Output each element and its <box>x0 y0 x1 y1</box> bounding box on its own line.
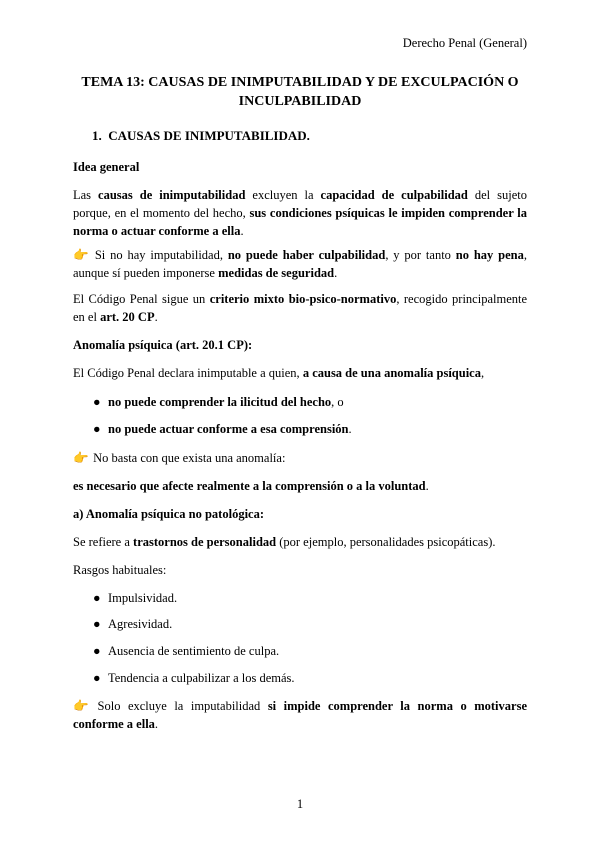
list-item: ● Tendencia a culpabilizar a los demás. <box>93 671 295 685</box>
anomalia-note: 👉 No basta con que exista una anomalía: <box>73 451 286 465</box>
title-line-2: INCULPABILIDAD <box>238 94 362 109</box>
rasgos-label: Rasgos habituales: <box>73 563 167 577</box>
bullet-icon: ● <box>93 617 101 631</box>
pointing-hand-icon: 👉 <box>73 451 89 465</box>
idea-general-heading: Idea general <box>73 160 140 174</box>
bullet-icon: ● <box>93 395 101 409</box>
pointing-hand-icon: 👉 <box>73 248 89 262</box>
pointing-hand-icon: 👉 <box>73 699 89 713</box>
no-patologica-heading: a) Anomalía psíquica no patológica: <box>73 507 264 521</box>
bullet-icon: ● <box>93 422 101 436</box>
chapter-title <box>73 73 527 111</box>
section-title: CAUSAS DE INIMPUTABILIDAD. <box>108 128 310 143</box>
bullet-icon: ● <box>93 671 101 685</box>
list-item: ● Ausencia de sentimiento de culpa. <box>93 644 280 658</box>
bullet-icon: ● <box>93 644 101 658</box>
title-line-1: TEMA 13: CAUSAS DE INIMPUTABILIDAD Y DE EXCULPACIÓN O <box>81 75 519 90</box>
section-heading <box>92 128 310 144</box>
idea-general-paragraph-3: El Código Penal sigue un criterio mixto bio-psico-normativo, recogido principalmente en el art. 20 CP. <box>73 292 528 324</box>
no-patologica-paragraph: Se refiere a trastornos de personalidad (por ejemplo, personalidades psicopáticas). <box>73 535 496 549</box>
anomalia-note-2: es necesario que afecte realmente a la comprensión o a la voluntad. <box>73 479 429 493</box>
bullet-icon: ● <box>93 591 101 605</box>
anomalia-heading: Anomalía psíquica (art. 20.1 CP): <box>73 338 253 352</box>
page-number: 1 <box>296 797 304 811</box>
anomalia-intro: El Código Penal declara inimputable a quien, a causa de una anomalía psíquica, <box>73 366 485 380</box>
list-item: ● Agresividad. <box>93 617 173 631</box>
running-header: Derecho Penal (General) <box>402 36 527 50</box>
no-patologica-final: 👉 Solo excluye la imputabilidad si impide comprender la norma o motivarse conforme a ella. <box>73 699 527 731</box>
section-number: 1. <box>92 128 102 143</box>
list-item: ● no puede comprender la ilicitud del hecho, o <box>93 395 344 409</box>
list-item: ● Impulsividad. <box>93 591 178 605</box>
idea-general-paragraph-1: Las causas de inimputabilidad excluyen la capacidad de culpabilidad del sujeto porque, en el momento del hecho, sus condiciones psíquicas le impiden comprender la norma o actuar conforme a ella. <box>73 188 527 238</box>
idea-general-paragraph-2: 👉 Si no hay imputabilidad, no puede haber culpabilidad, y por tanto no hay pena, aunque sí pueden imponerse medidas de seguridad. <box>73 248 527 280</box>
list-item: ● no puede actuar conforme a esa comprensión. <box>93 422 352 436</box>
